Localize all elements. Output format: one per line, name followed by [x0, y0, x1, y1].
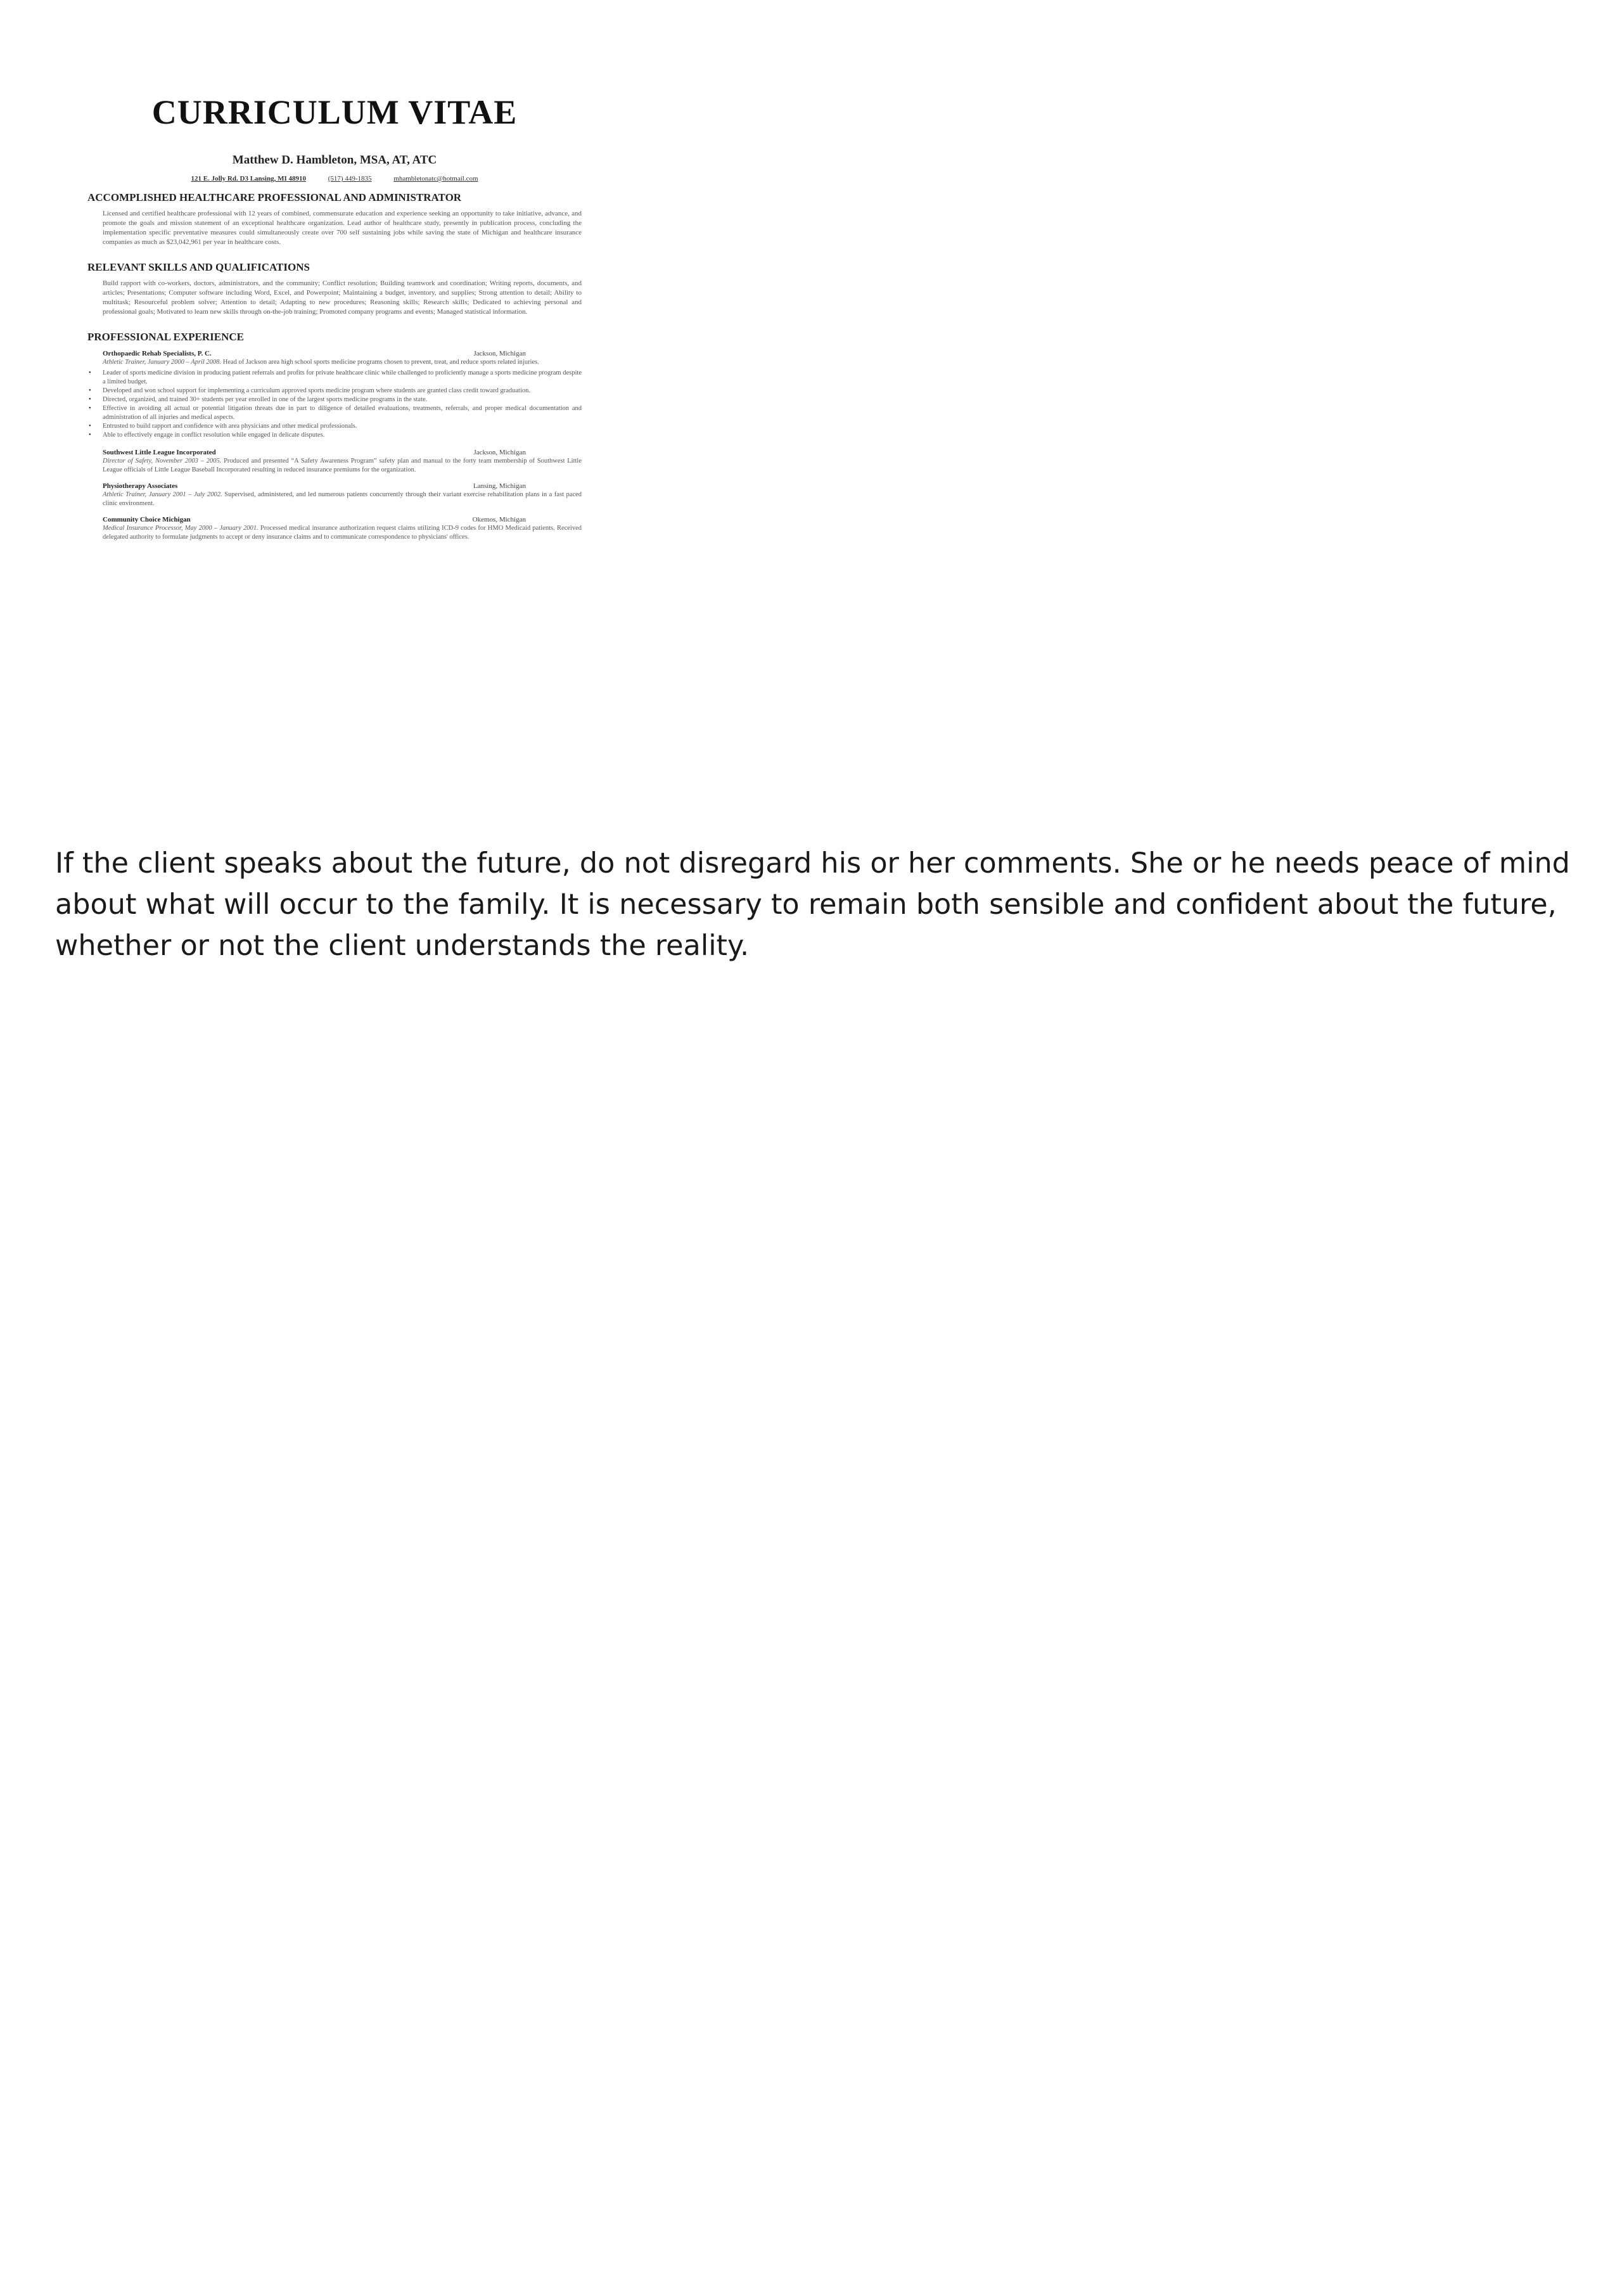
list-item: • Leader of sports medicine division in producing patient referrals and profits for private healthcare clinic while challenged to proficiently manage a sports medicine program despite a limited budget.: [103, 369, 582, 387]
job-header: [103, 350, 582, 357]
list-item: • Directed, organized, and trained 30+ students per year enrolled in one of the largest sports medicine programs in the state.: [103, 395, 582, 404]
job-company: Community Choice Michigan: [103, 516, 191, 523]
job-desc: Supervised, administered, and led numerous patients concurrently through their variant exercise rehabilitation plans in a fast paced clinic environment.: [103, 491, 582, 507]
job-header: [103, 449, 582, 456]
resume-email: mhambletonatc@hotmail.com: [393, 175, 478, 183]
job-company: Orthopaedic Rehab Specialists, P. C.: [103, 350, 212, 357]
skills-heading: RELEVANT SKILLS AND QUALIFICATIONS: [87, 261, 310, 273]
job-bullets: [87, 369, 582, 440]
list-item: • Developed and won school support for implementing a curriculum approved sports medicine program where students are granted class credit toward graduation.: [103, 387, 582, 395]
list-item: • Able to effectively engage in conflict resolution while engaged in delicate disputes.: [103, 431, 582, 440]
resume-contact: [87, 175, 582, 183]
list-item: • Entrusted to build rapport and confidence with area physicians and other medical professionals.: [103, 422, 582, 431]
summary-text: Licensed and certified healthcare professional with 12 years of combined, commensurate education and experience seeking an opportunity to take initiative, advance, and promote the goals and mission statement of an exceptional healthcare organization. Lead author of healthcare study, presently in publication process, concluding the implementation specific preventative measures could simultaneously create over 700 self sustaining jobs while saving the state of Michigan and healthcare insurance companies as much as $23,042,961 per year in healthcare costs.: [103, 210, 582, 246]
job-description: [103, 491, 582, 508]
job-location: Jackson, Michigan: [473, 350, 526, 357]
job-location: Jackson, Michigan: [473, 449, 526, 456]
job-desc: Processed medical insurance authorization request claims utilizing ICD-9 codes for HMO Medicaid patients. Received delegated authority to formulate judgments to accept or deny insurance claims and to communicate correspondence to physicians' offices.: [103, 525, 582, 541]
body-paragraph: If the client speaks about the future, do not disregard his or her comments. She or he needs peace of mind about what will occur to the family. It is necessary to remain both sensible and confident about the future, whether or not the client understands the reality.: [55, 847, 1570, 962]
job-description: [103, 358, 582, 367]
resume-phone: (517) 449-1835: [328, 175, 372, 183]
job-company: Physiotherapy Associates: [103, 482, 178, 490]
job-location: Lansing, Michigan: [473, 482, 526, 490]
resume-address: 121 E. Jolly Rd. D3 Lansing, MI 48910: [191, 175, 307, 183]
experience-heading: PROFESSIONAL EXPERIENCE: [87, 331, 245, 343]
job-description: [103, 524, 582, 542]
job-role: Athletic Trainer, January 2001 – July 2002.: [103, 491, 222, 498]
skills-text: Build rapport with co-workers, doctors, administrators, and the community; Conflict resolution; Building teamwork and coordination; Writing reports, documents, and articles; Presentations; Computer software including Word, Excel, and Powerpoint; Maintaining a budget, inventory, and supplies; Strong attention to detail; Ability to multitask; Resourceful problem solver; Attention to detail; Adapting to new procedures; Reasoning skills; Research skills; Dedicated to achieving personal and professional goals; Motivated to learn new skills through on-the-job training; Promoted company programs and events; Managed statistical information.: [103, 279, 582, 316]
job-desc: Head of Jackson area high school sports medicine programs chosen to prevent, treat, and reduce sports related injuries.: [222, 359, 539, 366]
job-company: Southwest Little League Incorporated: [103, 449, 216, 456]
job-role: Medical Insurance Processor, May 2000 – January 2001.: [103, 525, 259, 532]
job-role: Director of Safety, November 2003 – 2005.: [103, 458, 222, 465]
job-location: Okemos, Michigan: [472, 516, 526, 523]
job-desc: Produced and presented “A Safety Awareness Program” safety plan and manual to the forty team membership of Southwest Little League officials of Little League Baseball Incorporated resulting in reduced insurance premiums for the organization.: [103, 458, 582, 473]
resume-image: [87, 89, 582, 754]
job-header: [103, 516, 582, 523]
resume-name: Matthew D. Hambleton, MSA, AT, ATC: [232, 153, 437, 167]
job-header: [103, 482, 582, 490]
job-role: Athletic Trainer, January 2000 – April 2008.: [103, 359, 222, 366]
resume-title: CURRICULUM VITAE: [151, 93, 518, 131]
summary-heading: ACCOMPLISHED HEALTHCARE PROFESSIONAL AND ADMINISTRATOR: [87, 191, 462, 203]
job-description: [103, 457, 582, 475]
list-item: • Effective in avoiding all actual or potential litigation threats due in part to diligence of detailed evaluations, treatments, referrals, and proper medical documentation and administration of all injuries and medical aspects.: [103, 404, 582, 422]
